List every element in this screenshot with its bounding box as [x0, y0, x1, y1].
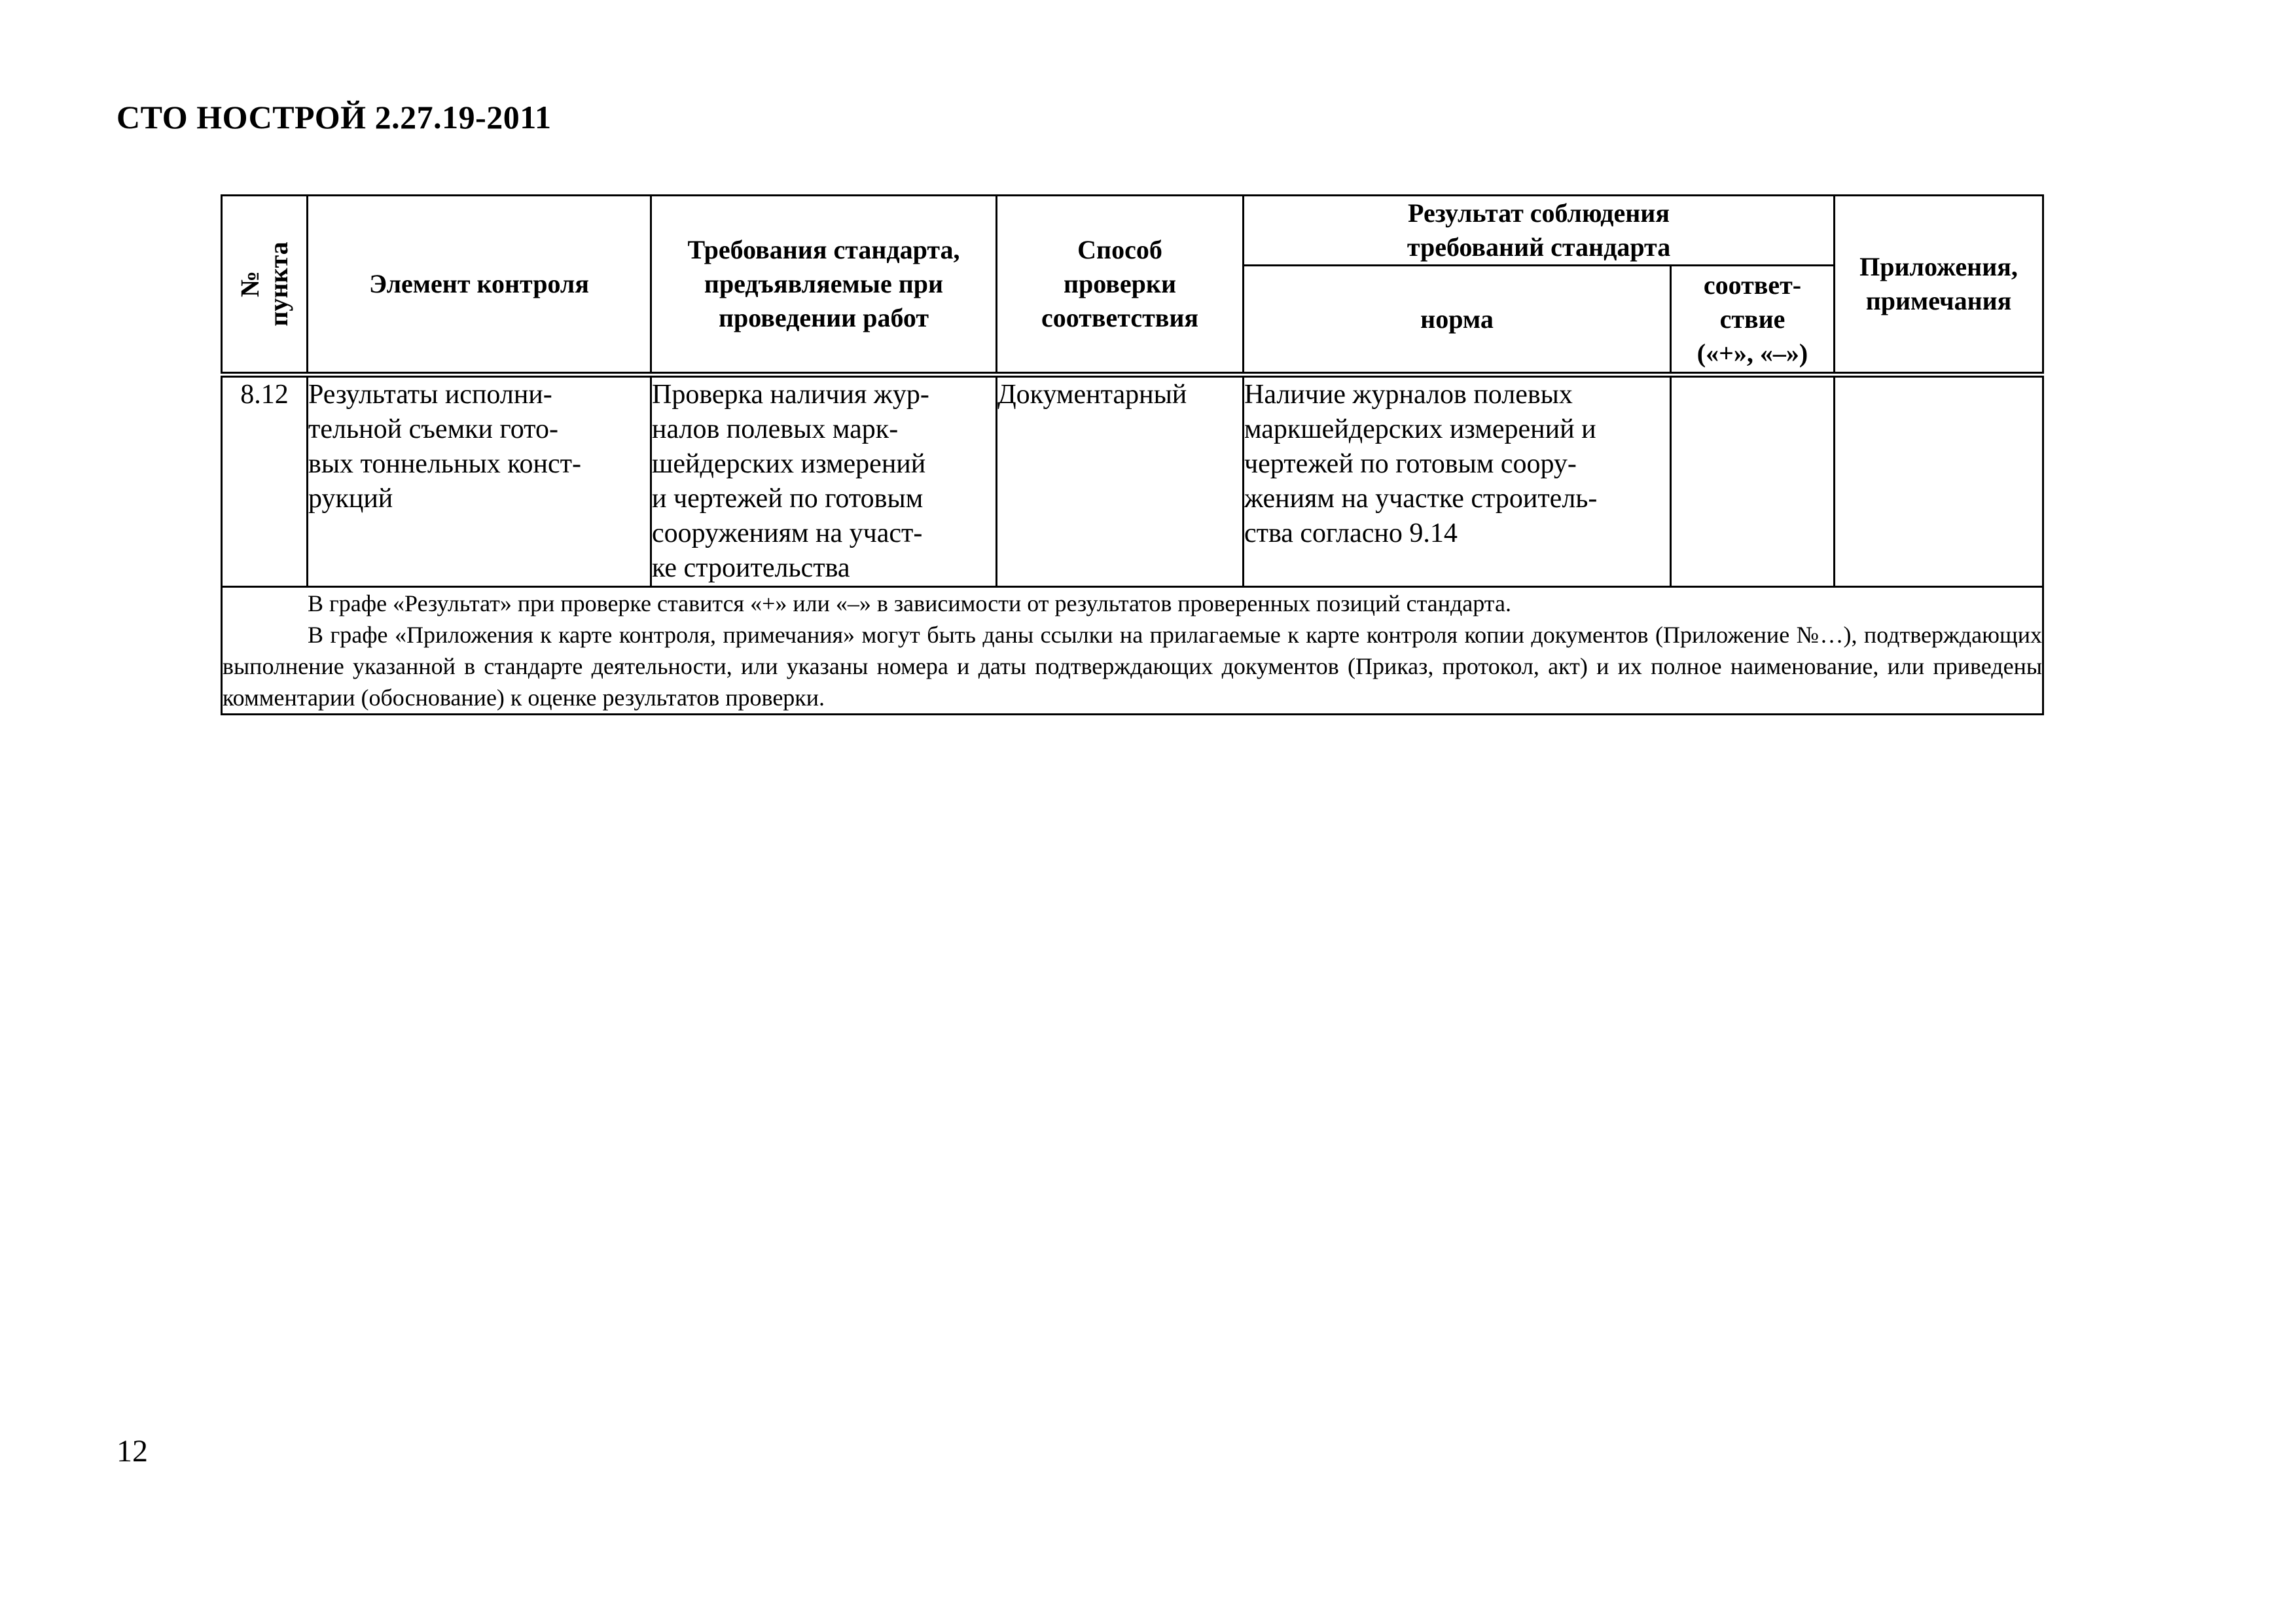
page-number: 12 [117, 1434, 148, 1469]
column-header-requirements-line-3: проведении работ [718, 303, 929, 332]
column-header-num [222, 196, 308, 375]
row-requirements-line: ке строительства [652, 553, 850, 583]
table-header-row [222, 196, 2043, 266]
row-element-cell [308, 375, 651, 587]
row-element-line: рукций [308, 484, 393, 514]
row-element-line: вых тоннельных конст- [308, 449, 581, 479]
column-header-compliance-line-2: ствие [1719, 304, 1785, 334]
row-norm-line: Наличие журналов полевых [1244, 380, 1573, 410]
column-header-result-group [1244, 196, 1835, 266]
row-method-cell: Документарный [997, 375, 1244, 587]
column-header-requirements-line-1: Требования стандарта, [687, 235, 960, 264]
row-num-cell: 8.12 [222, 375, 308, 587]
row-requirements-line: шейдерских измерений [652, 449, 926, 479]
table-row [222, 375, 2043, 587]
column-header-notes-line-2: примечания [1865, 286, 2012, 315]
column-header-result-line-2: требований стандарта [1407, 232, 1671, 262]
row-notes-cell [1835, 375, 2043, 587]
row-norm-line: маркшейдерских измерений и [1244, 414, 1596, 444]
row-requirements-line: налов полевых марк- [652, 414, 899, 444]
column-header-element: Элемент контроля [308, 196, 651, 375]
column-header-num-line-1: № [235, 270, 264, 298]
column-header-num-line-2: пункта [264, 241, 293, 327]
row-norm-line: жениям на участке строитель- [1244, 484, 1598, 514]
table-footnote-row [222, 587, 2043, 715]
footnote-attachments: В графе «Приложения к карте контроля, примечания» могут быть даны ссылки на прилагаемые к карте контроля копии документов (Приложение №…), подтверждающих выполнение указанной в стандарте деятельности, или указаны номера и даты подтверждающих документов (Приказ, протокол, акт) и их полное наименование, или приведены комментарии (обоснование) к оценке результатов проверки. [223, 622, 2043, 711]
row-requirements-line: сооружениям на участ- [652, 518, 923, 548]
column-header-notes-line-1: Приложения, [1859, 252, 2018, 281]
row-norm-cell [1244, 375, 1671, 587]
control-table [221, 194, 2044, 715]
column-header-requirements [651, 196, 997, 375]
column-header-result-line-1: Результат соблюдения [1408, 198, 1670, 228]
column-header-notes [1835, 196, 2043, 375]
row-norm-line: чертежей по готовым соору- [1244, 449, 1577, 479]
column-header-compliance-line-1: соответ- [1703, 270, 1802, 300]
row-requirements-cell [651, 375, 997, 587]
column-header-method-line-1: Способ [1077, 235, 1162, 264]
column-header-method-line-3: соответствия [1041, 303, 1199, 332]
column-header-method-line-2: проверки [1064, 269, 1176, 298]
row-element-line: Результаты исполни- [308, 380, 552, 410]
row-norm-line: ства согласно 9.14 [1244, 518, 1458, 548]
table-footnote-cell [222, 587, 2043, 715]
column-header-compliance [1671, 266, 1835, 375]
row-element-line: тельной съемки гото- [308, 414, 558, 444]
column-header-requirements-line-2: предъявляемые при [704, 269, 944, 298]
row-compliance-cell [1671, 375, 1835, 587]
column-header-compliance-line-3: («+», «–») [1696, 338, 1808, 368]
row-requirements-line: Проверка наличия жур- [652, 380, 929, 410]
column-header-norm: норма [1244, 266, 1671, 375]
row-requirements-line: и чертежей по готовым [652, 484, 924, 514]
document-code-header: СТО НОСТРОЙ 2.27.19-2011 [117, 99, 552, 135]
column-header-method [997, 196, 1244, 375]
footnote-result: В графе «Результат» при проверке ставится «+» или «–» в зависимости от результатов проверенных позиций стандарта. [308, 590, 1511, 616]
